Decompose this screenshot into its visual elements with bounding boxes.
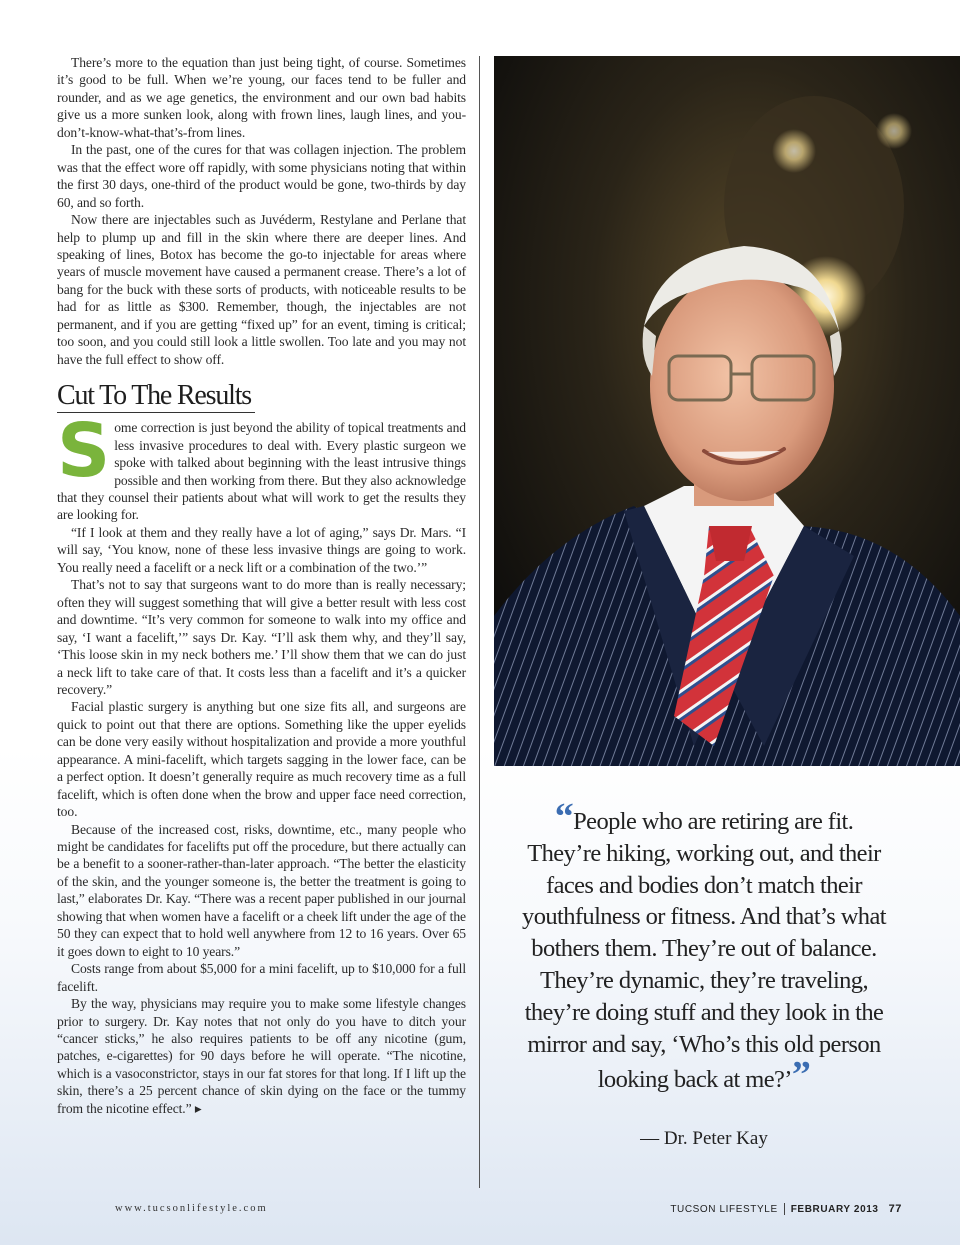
- article-body: [57, 54, 466, 1117]
- open-quote-mark: “: [554, 796, 574, 838]
- section-first-paragraph-text: ome correction is just beyond the ability of topical treatments and less invasive procedures to deal with. Every plastic surgeon we spoke with talked about beginning with the least intrusive things possible and then working from there. But they also acknowledge that they counsel their patients about what will work to get the results they are looking for.: [57, 420, 466, 523]
- section-paragraph-7: By the way, physicians may require you to make some lifestyle changes prior to surgery. Dr. Kay notes that not only do you have to ditch your “cancer sticks,” he also requires patients to be off any nicotine (gum, patches, e-cigarettes) for 90 days before he will operate. “The nicotine, which is a vasoconstrictor, stays in our fat stores for that long. If I lift up the skin, there’s a 25 percent chance of skin dying on the face or the tummy from the nicotine effect.” ▸: [57, 996, 466, 1116]
- pull-quote: [520, 796, 888, 1097]
- footer-separator: [784, 1203, 785, 1215]
- section-heading: Cut To The Results: [57, 380, 255, 413]
- column-divider: [479, 56, 480, 1188]
- footer-magazine: TUCSON LIFESTYLE: [670, 1204, 778, 1215]
- section-paragraph-3: That’s not to say that surgeons want to do more than is really necessary; often they will suggest something that will give a better result with less cost and downtime. “It’s very common for someone to walk into my office and say, ‘I want a facelift,’” says Dr. Kay. “I’ll ask them why, and they’ll say, ‘This loose skin in my neck bothers me.’ I’ll show them that we can do just a neck lift to take care of that. It costs less than a facelift and it’s a quicker recovery.”: [57, 577, 466, 697]
- section-paragraph-5: Because of the increased cost, risks, downtime, etc., many people who might be candidates for facelifts put off the procedure, but there actually can be a benefit to a sooner-rather-than-later approach. “The better the elasticity of the skin, and the younger someone is, the better the treatment is going to last,” elaborates Dr. Kay. “There was a recent paper published in our journal showing that when women have a facelift or a cheek lift under the age of the 50 they can expect that to hold well anywhere from 12 to 16 years. Over 65 it goes down to eight to 10 years.”: [57, 821, 466, 959]
- footer-website: www.tucsonlifestyle.com: [115, 1203, 268, 1214]
- intro-paragraph-3: Now there are injectables such as Juvéderm, Restylane and Perlane that help to plump up and fill in the skin where there are deeper lines. And speaking of lines, Botox has become the go-to injectable for areas where years of muscle movement have caused a permanent crease. There’s a lot of bang for the buck with these sorts of products, with noticeable results to be had for as little as $300. Remember, though, the injectables are not permanent, and if you are getting “fixed up” for an event, timing is critical; too soon, and you could still look a little swollen. Too late and you may not have the full effect to show off.: [57, 212, 466, 367]
- section-paragraph-6: Costs range from about $5,000 for a mini facelift, up to $10,000 for a full facelift.: [57, 961, 466, 994]
- footer-issue: FEBRUARY 2013: [790, 1204, 879, 1215]
- portrait-illustration: [494, 56, 960, 766]
- page-number: 77: [888, 1203, 902, 1215]
- portrait-photo: [494, 56, 960, 766]
- dropcap-letter: S: [57, 408, 111, 495]
- section-first-paragraph: [57, 408, 466, 524]
- intro-paragraph-2: In the past, one of the cures for that was collagen injection. The problem was that the effect wore off rapidly, with some physicians noting that within the first 30 days, one-third of the product would be gone, two-thirds by day 60, and so forth.: [57, 142, 466, 210]
- quote-attribution: — Dr. Peter Kay: [640, 1128, 768, 1149]
- close-quote-mark: ”: [791, 1054, 811, 1097]
- footer-folio: [670, 1203, 902, 1215]
- intro-paragraph-1: There’s more to the equation than just being tight, of course. Sometimes it’s good to be full. When we’re young, our faces tend to be fuller and rounder, and as we age genetics, the environment and our own bad habits give us a more sunken look, along with frown lines, laugh lines, and you-don’t-know-what-that’s-from lines.: [57, 55, 466, 140]
- section-paragraph-4: Facial plastic surgery is anything but one size fits all, and surgeons are quick to point out that there are options. Something like the upper eyelids can be done very easily without hospitalization and provide a more youthful appearance. A mini-facelift, which targets sagging in the lower face, can be a perfect option. It doesn’t generally require as much recovery time as a full facelift, which is often done when the brow and upper face need correction, too.: [57, 699, 466, 820]
- section-paragraph-2: “If I look at them and they really have a lot of aging,” says Dr. Mars. “I will say, ‘You know, none of these less invasive things are going to work. You really need a facelift or a neck lift or a combination of the two.’”: [57, 524, 466, 575]
- pull-quote-text: People who are retiring are fit. They’re hiking, working out, and their faces and bodies don’t match their youthfulness or fitness. And that’s what bothers them. They’re out of balance. They’re dynamic, they’re traveling, they’re doing stuff and they look in the mirror and say, ‘Who’s this old person looking back at me?’: [522, 808, 886, 1094]
